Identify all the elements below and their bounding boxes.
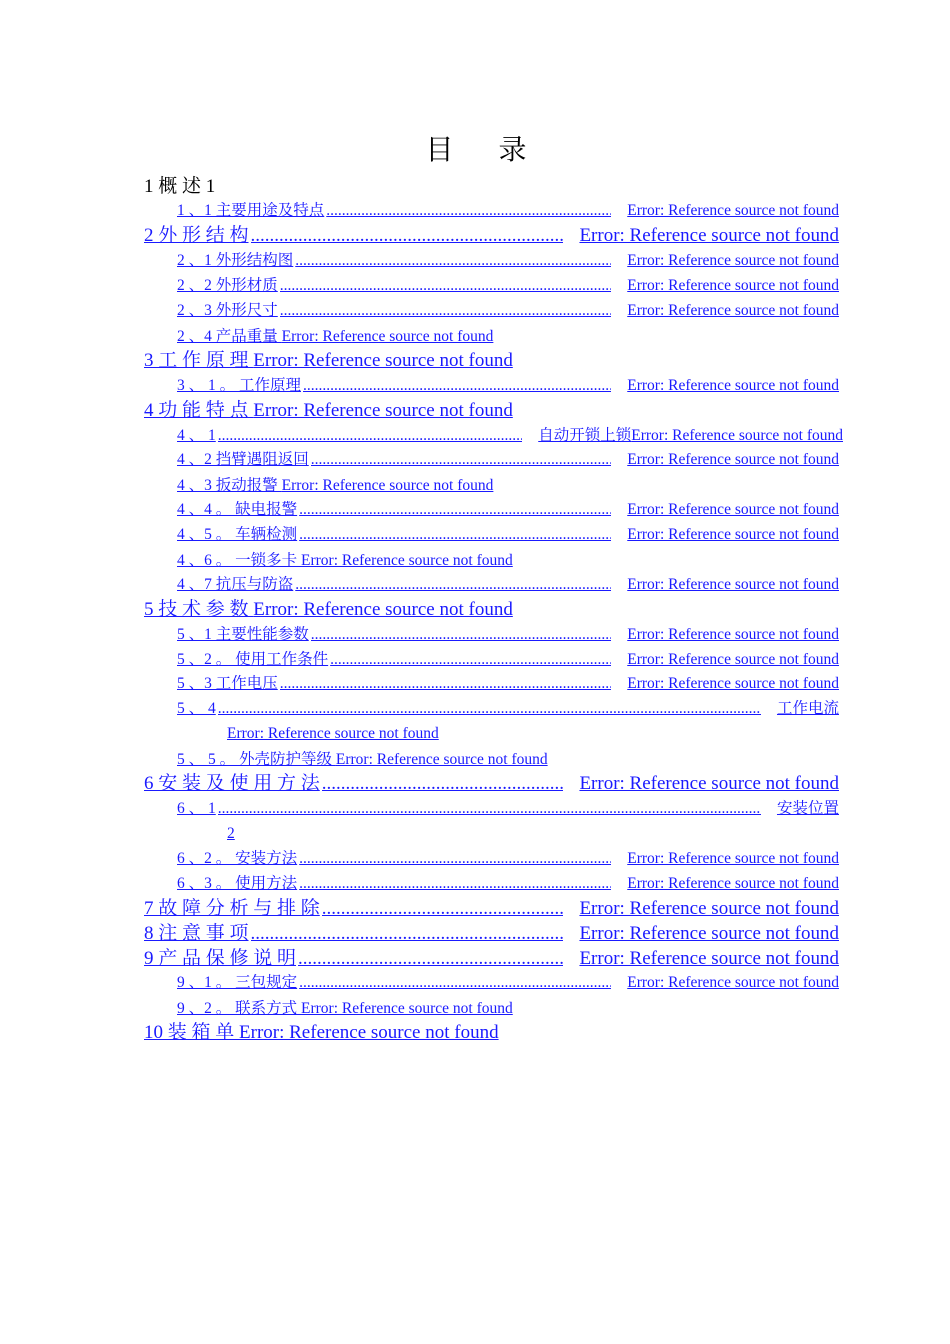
toc-label: 2 、4 产品重量 <box>177 328 282 345</box>
toc-page-ref: Error: Reference source not found <box>627 626 839 643</box>
toc-entry-4-2[interactable] <box>144 450 843 470</box>
toc-entry-6-1-cont[interactable] <box>144 824 843 844</box>
toc-entry-10[interactable] <box>144 1021 843 1045</box>
toc-page-ref: Error: Reference source not found <box>579 773 839 794</box>
toc-label: 4 、6 。 一锁多卡 <box>177 552 302 569</box>
toc-page-ref: Error: Reference source not found <box>335 751 548 768</box>
toc-label: 3 、 1 。 工作原理 <box>177 377 302 394</box>
toc-page-ref: Error: Reference source not found <box>627 526 839 543</box>
toc-entry-5-5[interactable] <box>144 750 843 770</box>
toc-leader <box>218 699 761 719</box>
toc-leader <box>298 947 563 971</box>
toc-page-ref: Error: Reference source not found <box>281 328 494 345</box>
toc-page-ref: Error: Reference source not found <box>579 225 839 246</box>
toc-label: 9 产 品 保 修 说 明 <box>144 948 297 969</box>
toc-leader <box>280 276 611 296</box>
toc-leader <box>299 849 611 869</box>
toc-label: 9 、2 。 联系方式 <box>177 1000 302 1017</box>
toc-page-ref: Error: Reference source not found <box>579 948 839 969</box>
toc-page-ref: Error: Reference source not found <box>227 725 439 742</box>
toc-label: 6 、2 。 安装方法 <box>177 850 298 867</box>
toc-entry-2-1[interactable] <box>144 251 843 271</box>
toc-leader <box>322 772 564 796</box>
page-title: 目 录 <box>425 133 545 166</box>
toc-leader <box>218 799 761 819</box>
toc-page-ref: Error: Reference source not found <box>253 400 513 421</box>
toc-leader <box>295 575 611 595</box>
toc-page-ref: Error: Reference source not found <box>627 451 839 468</box>
toc-entry-5-3[interactable] <box>144 674 843 694</box>
toc-entry-7[interactable] <box>144 897 843 921</box>
toc-entry-5-1[interactable] <box>144 625 843 645</box>
toc-label: 4 功 能 特 点 <box>144 400 254 421</box>
toc-label: 4 、5 。 车辆检测 <box>177 526 298 543</box>
toc-label: 2 外 形 结 构 <box>144 225 249 246</box>
toc-page-ref: Error: Reference source not found <box>253 350 513 371</box>
toc-entry-2-2[interactable] <box>144 276 843 296</box>
toc-entry-2-4[interactable] <box>144 327 843 347</box>
toc-leader <box>299 973 611 993</box>
toc-label: 2 、1 外形结构图 <box>177 252 294 269</box>
toc-entry-5-4[interactable] <box>144 699 843 719</box>
toc-page-ref: Error: Reference source not found <box>301 1000 513 1017</box>
toc-label: 5 、3 工作电压 <box>177 675 278 692</box>
toc-leader <box>311 450 611 470</box>
toc-page-ref: Error: Reference source not found <box>627 501 839 518</box>
toc-item-title: 安装位置 <box>776 800 839 817</box>
toc-entry-9[interactable] <box>144 947 843 971</box>
toc-entry-4-6[interactable] <box>144 551 843 571</box>
toc-label: 5 、 4 <box>177 700 216 717</box>
toc-entry-3[interactable] <box>144 349 843 373</box>
toc-entry-2[interactable] <box>144 224 843 248</box>
toc-label: 4 、4 。 缺电报警 <box>177 501 298 518</box>
toc-label: 6 安 装 及 使 用 方 法 <box>144 773 320 794</box>
toc-leader <box>251 224 564 248</box>
toc-label: 1 、1 主要用途及特点 <box>177 202 325 219</box>
toc-label: 4 、7 抗压与防盗 <box>177 576 294 593</box>
toc-entry-5-4-cont[interactable] <box>144 724 843 744</box>
toc-label: 6 、3 。 使用方法 <box>177 875 298 892</box>
toc-label: 7 故 障 分 析 与 排 除 <box>144 898 320 919</box>
toc-leader <box>280 674 611 694</box>
toc-page-ref: Error: Reference source not found <box>627 875 839 892</box>
toc-entry-4[interactable] <box>144 399 843 423</box>
toc-page-ref: Error: Reference source not found <box>627 651 839 668</box>
toc-entry-5-2[interactable] <box>144 650 843 670</box>
toc-label: 5 、2 。 使用工作条件 <box>177 651 329 668</box>
toc-page-ref: Error: Reference source not found <box>301 552 513 569</box>
toc-page-ref: Error: Reference source not found <box>631 427 843 444</box>
toc-entry-4-3[interactable] <box>144 476 843 496</box>
toc-entry-4-1[interactable] <box>144 426 843 446</box>
toc-label: 10 装 箱 单 <box>144 1022 240 1043</box>
toc-page-ref: Error: Reference source not found <box>253 599 513 620</box>
toc-label: 5 、 5 。 外壳防护等级 <box>177 751 336 768</box>
toc-leader <box>299 874 611 894</box>
toc-label: 8 注 意 事 项 <box>144 923 249 944</box>
toc-page-ref: Error: Reference source not found <box>579 923 839 944</box>
toc-leader <box>330 650 611 670</box>
toc-entry-6-2[interactable] <box>144 849 843 869</box>
toc-entry-4-5[interactable] <box>144 525 843 545</box>
toc-page-ref: Error: Reference source not found <box>281 477 494 494</box>
toc-leader <box>280 301 611 321</box>
toc-entry-1[interactable] <box>144 175 843 199</box>
toc-entry-6[interactable] <box>144 772 843 796</box>
toc-label: 6 、 1 <box>177 800 216 817</box>
toc-label: 4 、 1 <box>177 427 216 444</box>
toc-page-ref: 2 <box>227 825 235 842</box>
toc-entry-3-1[interactable] <box>144 376 843 396</box>
toc-leader <box>311 625 611 645</box>
toc-page-ref: Error: Reference source not found <box>627 277 839 294</box>
toc-page-ref: Error: Reference source not found <box>239 1022 499 1043</box>
toc-leader <box>295 251 611 271</box>
toc-page-ref: Error: Reference source not found <box>579 898 839 919</box>
toc-page-ref: Error: Reference source not found <box>627 850 839 867</box>
toc-entry-4-4[interactable] <box>144 500 843 520</box>
toc-leader <box>322 897 564 921</box>
toc-entry-1-1[interactable] <box>144 201 843 221</box>
toc-page-ref: Error: Reference source not found <box>627 302 839 319</box>
toc-item-title: 自动开锁上锁 <box>538 427 632 444</box>
toc-label: 4 、3 扳动报警 <box>177 477 282 494</box>
toc-label: 5 、1 主要性能参数 <box>177 626 309 643</box>
toc-leader <box>218 426 522 446</box>
toc-page-ref: Error: Reference source not found <box>627 675 839 692</box>
toc-entry-6-1[interactable] <box>144 799 843 819</box>
toc-page-ref: Error: Reference source not found <box>627 576 839 593</box>
toc-entry-2-3[interactable] <box>144 301 843 321</box>
toc-leader <box>303 376 611 396</box>
toc-page-ref: Error: Reference source not found <box>627 202 839 219</box>
toc-label: 4 、2 挡臂遇阻返回 <box>177 451 309 468</box>
toc-entry-4-7[interactable] <box>144 575 843 595</box>
toc-entry-8[interactable] <box>144 922 843 946</box>
toc-label: 5 技 术 参 数 <box>144 599 254 620</box>
toc-label: 9 、1 。 三包规定 <box>177 974 298 991</box>
toc-label: 3 工 作 原 理 <box>144 350 254 371</box>
toc-leader <box>299 525 611 545</box>
toc-label: 2 、3 外形尺寸 <box>177 302 278 319</box>
toc-entry-9-1[interactable] <box>144 973 843 993</box>
toc-entry-9-2[interactable] <box>144 999 843 1019</box>
toc-leader <box>326 201 611 221</box>
toc-page-ref: Error: Reference source not found <box>627 377 839 394</box>
toc-entry-5[interactable] <box>144 598 843 622</box>
toc-entry-6-3[interactable] <box>144 874 843 894</box>
toc-item-title: 工作电流 <box>776 700 839 717</box>
toc-page-ref: Error: Reference source not found <box>627 974 839 991</box>
toc-leader <box>299 500 611 520</box>
toc-leader <box>251 922 564 946</box>
toc-label: 1 概 述 1 <box>144 176 216 197</box>
toc-label: 2 、2 外形材质 <box>177 277 278 294</box>
toc-page-ref: Error: Reference source not found <box>627 252 839 269</box>
